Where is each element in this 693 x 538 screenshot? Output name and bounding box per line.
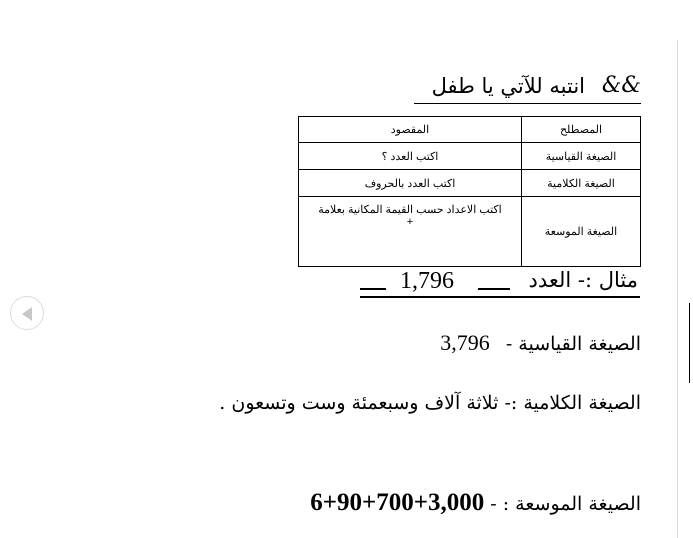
meaning-cell <box>299 197 522 267</box>
dash <box>478 288 510 290</box>
table-row <box>299 197 641 267</box>
term-cell: الصيغة الموسعة <box>522 197 641 267</box>
meaning-plus: + <box>406 216 414 228</box>
previous-page-button[interactable] <box>10 296 44 330</box>
heading-text: انتبه للآتي يا طفل <box>431 74 585 98</box>
standard-form-value: 3,796 <box>440 330 490 355</box>
example-line <box>360 268 640 298</box>
table-row <box>299 170 641 197</box>
meaning-line: اكتب الاعداد حسب القيمة المكانية بعلامة <box>318 204 502 216</box>
meaning-cell: اكتب العدد بالحروف <box>299 170 522 197</box>
example-label: مثال :- العدد <box>528 268 638 292</box>
verbal-form-line: الصيغة الكلامية :- ثلاثة آلاف وسبعمئة وست وتسعون . <box>219 392 641 414</box>
table-row <box>299 143 641 170</box>
meaning-cell: اكتب العدد ؟ <box>299 143 522 170</box>
scroll-marker <box>689 303 693 383</box>
expanded-form-line <box>310 489 641 517</box>
table-header-row <box>299 117 641 143</box>
expanded-form-label: الصيغة الموسعة : - <box>490 493 641 515</box>
term-cell: الصيغة القياسية <box>522 143 641 170</box>
expanded-form-value: 6+90+700+3,000 <box>310 489 485 516</box>
header-meaning: المقصود <box>299 117 522 143</box>
header-term: المصطلح <box>522 117 641 143</box>
heading <box>414 73 641 104</box>
page-edge-line <box>677 40 678 538</box>
standard-form-line <box>440 330 641 356</box>
dash <box>360 288 386 290</box>
example-number: 1,796 <box>400 268 454 294</box>
term-cell: الصيغة الكلامية <box>522 170 641 197</box>
standard-form-label: الصيغة القياسية - <box>505 333 641 355</box>
terms-table <box>298 116 641 267</box>
heading-symbol: && <box>601 73 641 98</box>
arrow-left-icon <box>22 307 32 321</box>
